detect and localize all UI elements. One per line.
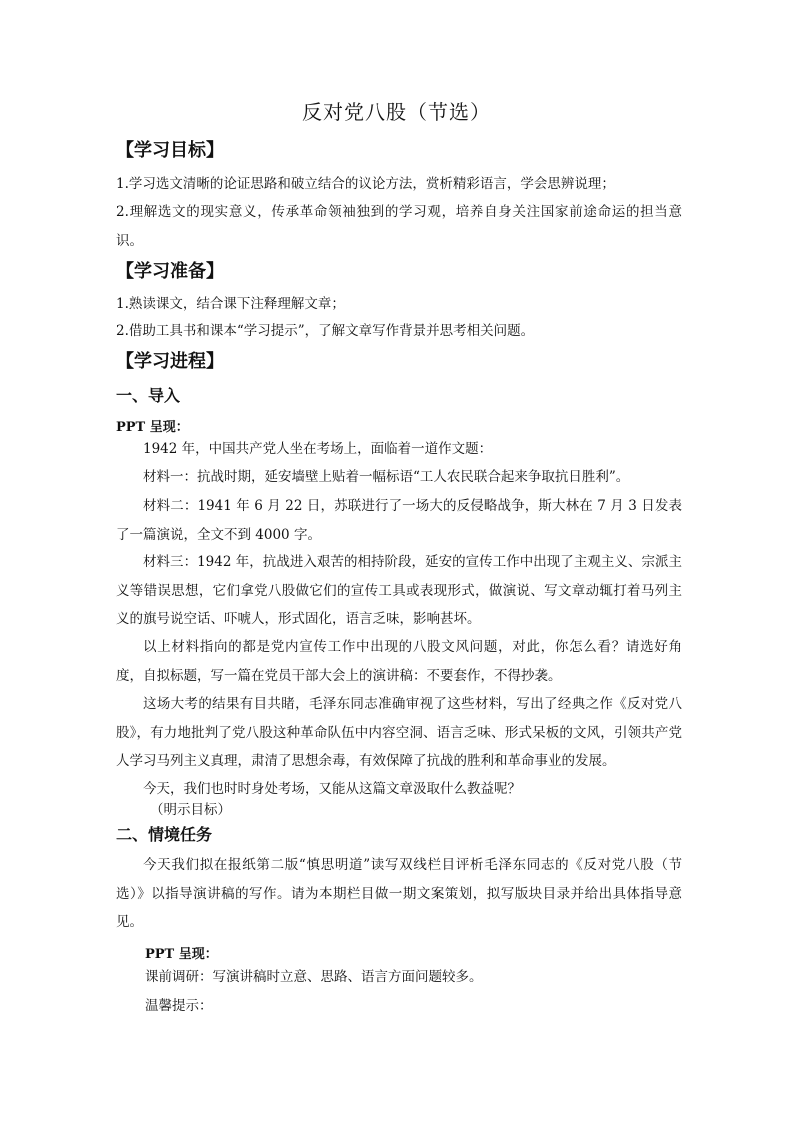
section-heading-goals: 【学习目标】: [116, 140, 224, 161]
prompt-paragraph: 以上材料指向的都是党内宣传工作中出现的八股文风问题，对此，你怎么看？请选好角度，自拟标题，写一篇在党员干部大会上的演讲稿：不要套作，不得抄袭。: [116, 639, 682, 684]
prep-item-2: 2.借助工具书和课本“学习提示”，了解文章写作背景并思考相关问题。: [116, 323, 535, 339]
goal-item-2: 2.理解选文的现实意义，传承革命领袖独到的学习观，培养自身关注国家前途命运的担当意识。: [116, 204, 682, 249]
goal-item-1: 1.学习选文清晰的论证思路和破立结合的议论方法，赏析精彩语言，学会思辨说理；: [116, 176, 615, 192]
section-heading-prep: 【学习准备】: [116, 261, 224, 282]
material-2: 材料二：1941 年 6 月 22 日，苏联进行了一场大的反侵略战争，斯大林在 7 月 3 日发表了一篇演说，全文不到 4000 字。: [116, 498, 682, 543]
prep-item-1: 1.熟读课文，结合课下注释理解文章；: [116, 296, 345, 312]
result-paragraph: 这场大考的结果有目共睹，毛泽东同志准确审视了这些材料，写出了经典之作《反对党八股》，有力地批判了党八股这种革命队伍中内容空洞、语言乏味、形式呆板的文风，引领共产党人学习马列主义真理，肃清了思想余毒，有效保障了抗战的胜利和革命事业的发展。: [116, 696, 682, 769]
part2-heading: 二、情境任务: [116, 825, 213, 844]
section-heading-process: 【学习进程】: [116, 351, 224, 372]
material-3: 材料三：1942 年，抗战进入艰苦的相持阶段，延安的宣传工作中出现了主观主义、宗派主义等错误思想，它们拿党八股做它们的宣传工具或表现形式，做演说、写文章动辄打着马列主义的旗号说空话、吓唬人，形式固化，语言乏味，影响甚坏。: [116, 554, 682, 627]
today-paragraph: 今天，我们也时时身处考场，又能从这篇文章汲取什么教益呢？: [143, 781, 521, 797]
survey-line: 课前调研：写演讲稿时立意、思路、语言方面问题较多。: [145, 969, 483, 985]
note-goal: （明示目标）: [150, 802, 231, 818]
task-paragraph: 今天我们拟在报纸第二版“慎思明道”读写双线栏目评析毛泽东同志的《反对党八股（节选）》以指导演讲稿的写作。请为本期栏目做一期文案策划，拟写版块目录并给出具体指导意见。: [116, 857, 682, 930]
intro-paragraph: 1942 年，中国共产党人坐在考场上，面临着一道作文题：: [143, 441, 493, 457]
material-1: 材料一：抗战时期，延安墙壁上贴着一幅标语“工人农民联合起来争取抗日胜利”。: [143, 469, 630, 485]
ppt-label: PPT 呈现：: [116, 420, 189, 435]
tip-line: 温馨提示：: [145, 998, 213, 1014]
part1-heading: 一、导入: [116, 386, 181, 405]
ppt-label-2: PPT 呈现：: [145, 947, 218, 962]
page-title: 反对党八股（节选）: [302, 100, 491, 124]
